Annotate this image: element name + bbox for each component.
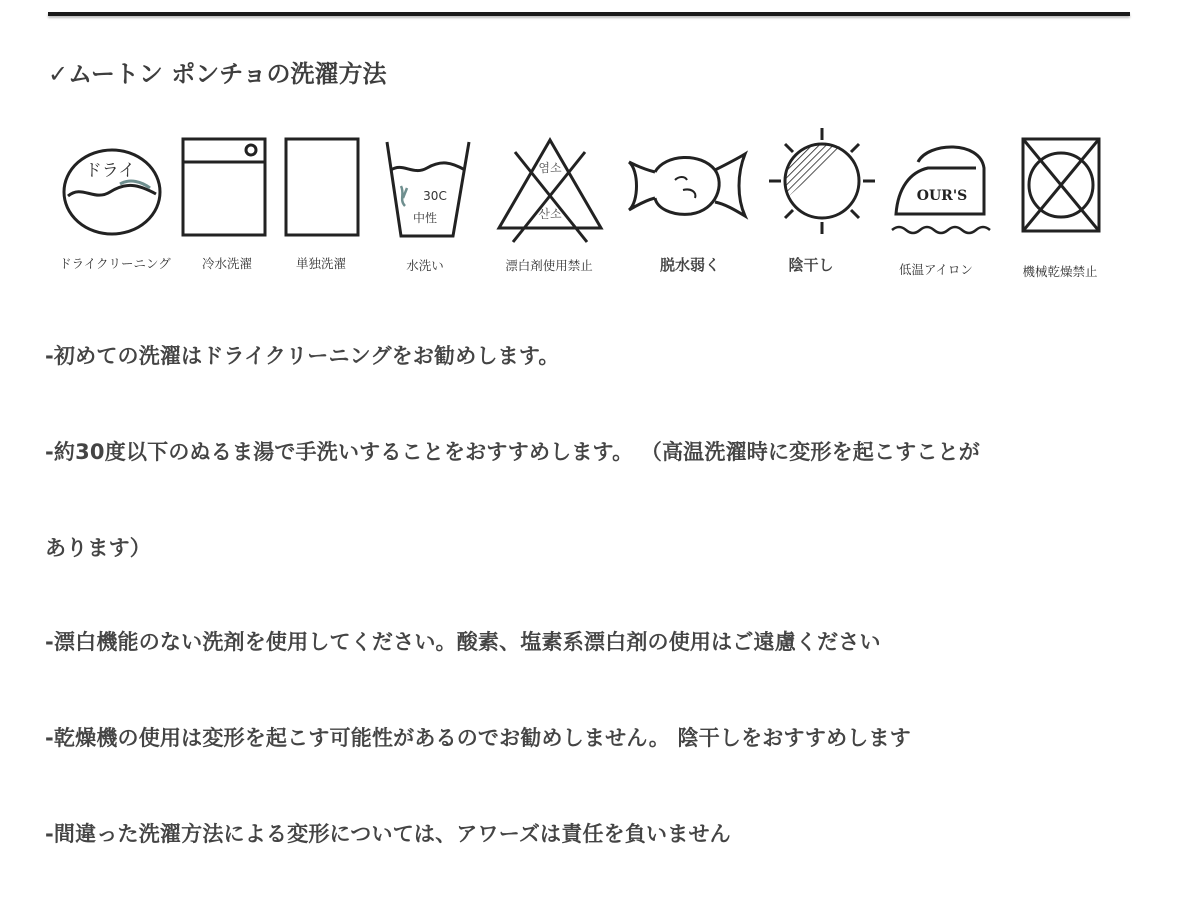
caption-hand-wash: 水洗い: [406, 258, 444, 273]
svg-text:中性: 中性: [412, 211, 438, 225]
caption-no-tumble-dry: 機械乾燥禁止: [1022, 264, 1098, 279]
page-title: ✓ムートン ポンチョの洗濯方法: [48, 60, 387, 88]
machine-wash-cold-icon: [180, 136, 270, 240]
hand-wash-icon: [383, 138, 473, 242]
note-hand-wash-cont: あります）: [45, 536, 151, 560]
wash-separately-icon: [283, 136, 363, 240]
note-bleach: -漂白機能のない洗剤を使用してください。酸素、塩素系漂白剤の使用はご遠慮ください: [45, 630, 881, 654]
caption-wash-separately: 単独洗濯: [295, 256, 347, 271]
caption-shade-dry: 陰干し: [788, 256, 834, 274]
svg-text:염소: 염소: [538, 161, 562, 175]
top-divider: [48, 12, 1130, 16]
note-dryer: -乾燥機の使用は変形を起こす可能性があるのでお勧めしません。 陰干しをおすすめします: [45, 726, 911, 750]
dry-clean-icon: [60, 144, 164, 238]
caption-dry-clean: ドライクリーニング: [59, 256, 171, 271]
care-symbols-row: [0, 120, 1179, 290]
no-bleach-icon: [495, 136, 605, 244]
shade-dry-icon: [767, 126, 877, 236]
no-tumble-dry-icon: [1020, 136, 1104, 236]
caption-gentle-wring: 脱水弱く: [659, 256, 721, 274]
note-dry-clean-first: -初めての洗濯はドライクリーニングをお勧めします。: [45, 344, 560, 368]
caption-no-bleach: 漂白剤使用禁止: [505, 258, 593, 273]
svg-text:산소: 산소: [538, 207, 562, 221]
gentle-wring-icon: [625, 150, 749, 222]
low-iron-icon: [888, 138, 996, 238]
svg-text:OUR'S: OUR'S: [916, 188, 968, 204]
svg-text:ドライ: ドライ: [84, 161, 136, 181]
note-hand-wash: -約30度以下のぬるま湯で手洗いすることをおすすめします。 （高温洗濯時に変形を起こすことが: [45, 440, 980, 464]
caption-low-iron: 低温アイロン: [899, 262, 973, 277]
svg-text:30C: 30C: [423, 189, 447, 203]
note-liability: -間違った洗濯方法による変形については、アワーズは責任を負いません: [45, 822, 731, 846]
caption-cold-wash: 冷水洗濯: [201, 256, 253, 271]
